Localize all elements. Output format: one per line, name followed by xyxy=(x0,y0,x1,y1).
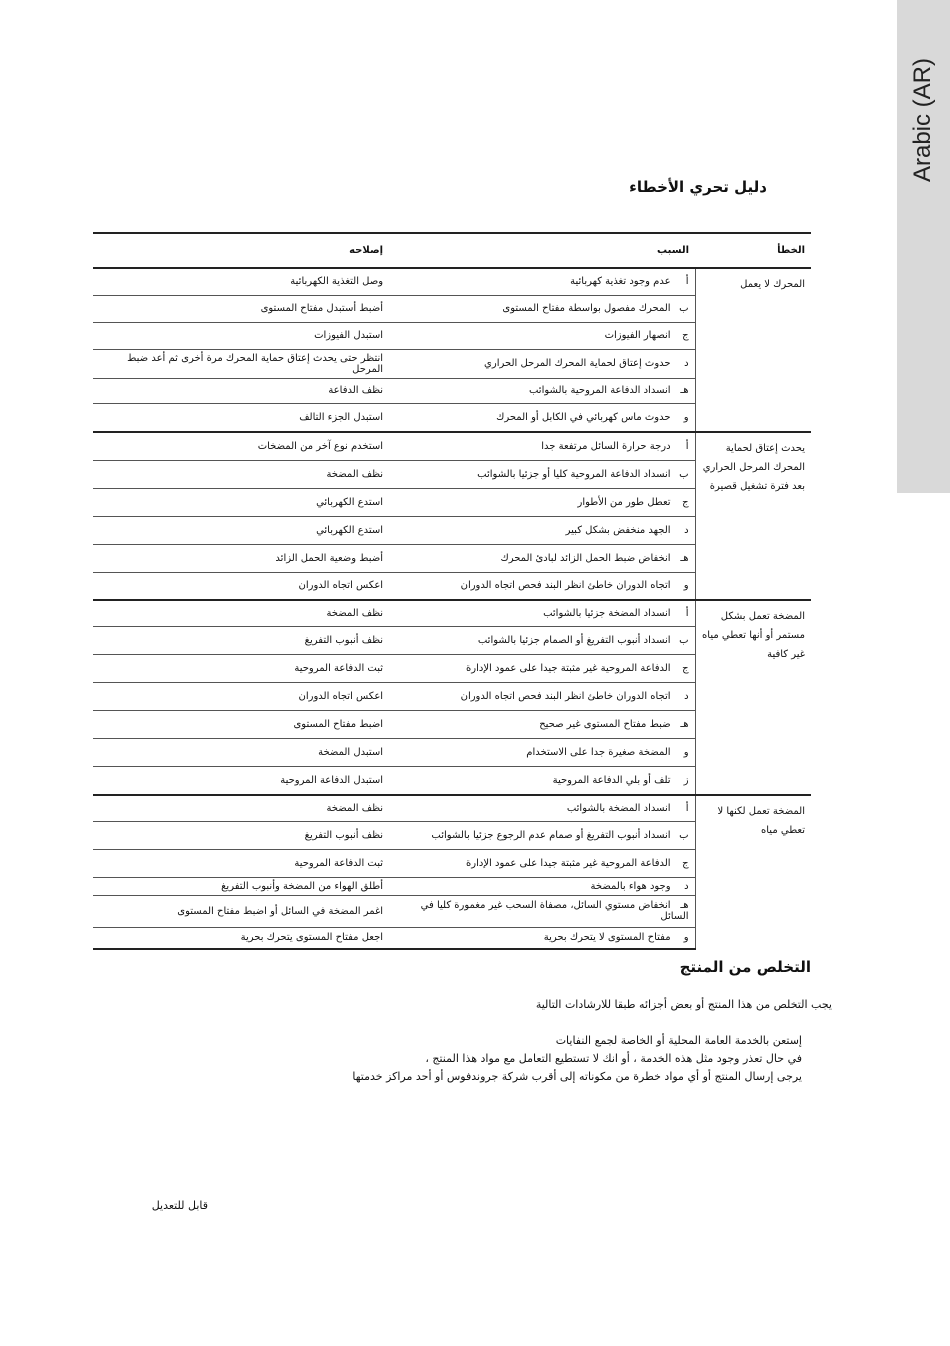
remedy-cell: استخدم نوع آخر من المضخات xyxy=(93,432,389,460)
remedy-cell: اعكس اتجاه الدوران xyxy=(93,682,389,710)
cause-text: انسداد المضخة بالشوائب xyxy=(566,802,671,814)
cause-letter: د xyxy=(684,524,689,536)
disposal-line: في حال تعذر وجود مثل هذه الخدمة ، أو انك لا تستطيع التعامل مع مواد هذا المنتج ، xyxy=(425,1052,802,1065)
cause-text: انخفاض ضبط الحمل الزائد لبادئ المحرك xyxy=(500,552,671,564)
cause-cell xyxy=(389,710,695,738)
cause-cell xyxy=(389,895,695,927)
cause-cell xyxy=(389,516,695,544)
disposal-line: إستعن بالخدمة العامة المحلية أو الخاصة لجمع النفايات xyxy=(555,1034,802,1047)
cause-text: الدفاعة المروحية غير مثبتة جيدا على عمود الإدارة xyxy=(466,662,671,674)
remedy-cell: اضبط مفتاح المستوى xyxy=(93,710,389,738)
remedy-cell: استدع الكهربائي xyxy=(93,516,389,544)
cause-text: درجة حرارة السائل مرتفعة جدا xyxy=(541,440,671,452)
cause-text: مفتاح المستوى لا يتحرك بحرية xyxy=(543,932,671,944)
cause-letter: ج xyxy=(682,330,689,341)
cause-cell xyxy=(389,849,695,877)
cause-cell xyxy=(389,572,695,600)
cause-cell xyxy=(389,378,695,403)
cause-letter: ز xyxy=(683,774,689,786)
cause-text: انسداد المضخة جزئيا بالشوائب xyxy=(543,607,671,619)
header-remedy: إصلاحه xyxy=(93,233,389,268)
table-row xyxy=(93,795,811,821)
cause-text: ضبط مفتاح المستوى غير صحيح xyxy=(539,718,671,730)
remedy-cell: نظف المضخة xyxy=(93,600,389,626)
cause-text: انخفاض مستوي السائل، مصفاة السحب غير مغمورة كليا في السائل xyxy=(420,900,689,922)
cause-letter: هـ xyxy=(680,385,689,396)
remedy-cell: استدع الكهربائي xyxy=(93,488,389,516)
cause-cell xyxy=(389,295,695,322)
remedy-cell: أضبط وضعية الحمل الزائد xyxy=(93,544,389,572)
cause-text: المحرك مفصول بواسطة مفتاح المستوى xyxy=(502,303,671,314)
fault-cell: المحرك لا يعمل xyxy=(695,268,811,432)
cause-letter: د xyxy=(684,880,689,892)
remedy-cell: اجعل مفتاح المستوى يتحرك بحرية xyxy=(93,927,389,949)
disposal-intro: يجب التخلص من هذا المنتج أو بعض أجزائه طبقا للارشادات التالية xyxy=(535,998,832,1011)
remedy-cell: استبدل المضخة xyxy=(93,738,389,766)
cause-letter: و xyxy=(683,411,689,423)
cause-letter: هـ xyxy=(680,718,689,730)
cause-cell xyxy=(389,682,695,710)
cause-letter: ب xyxy=(679,634,689,646)
cause-cell xyxy=(389,600,695,626)
remedy-cell: ثبت الدفاعة المروحية xyxy=(93,654,389,682)
cause-letter: ج xyxy=(682,662,689,674)
table-body xyxy=(93,268,811,949)
cause-text: حدوث ماس كهربائي في الكابل أو المحرك xyxy=(496,411,671,423)
cause-letter: ب xyxy=(679,468,689,480)
fault-cell: المضخة تعمل بشكل مستمر أو أنها تعطي مياه غير كافية xyxy=(695,600,811,795)
cause-letter: هـ xyxy=(680,552,689,564)
cause-cell xyxy=(389,766,695,795)
remedy-cell: نظف المضخة xyxy=(93,460,389,488)
cause-letter: ب xyxy=(679,829,689,841)
cause-text: اتجاه الدوران خاطئ انظر البند فحص اتجاه الدوران xyxy=(460,580,671,592)
table-row xyxy=(93,432,811,460)
cause-text: وجود هواء بالمضخة xyxy=(590,880,671,892)
cause-letter: و xyxy=(683,580,689,592)
troubleshooting-table xyxy=(93,232,811,950)
footer-note: قابل للتعديل xyxy=(151,1199,208,1212)
table-row xyxy=(93,268,811,295)
remedy-cell: أضبط أستبدل مفتاح المستوى xyxy=(93,295,389,322)
cause-letter: أ xyxy=(685,607,689,619)
cause-text: الدفاعة المروحية غير مثبتة جيدا على عمود الإدارة xyxy=(466,857,671,869)
cause-letter: د xyxy=(684,358,689,369)
cause-letter: أ xyxy=(685,802,689,814)
cause-text: انسداد أنبوب التفريغ أو صمام عدم الرجوع جزئيا بالشوائب xyxy=(431,829,671,841)
cause-cell xyxy=(389,460,695,488)
cause-text: الجهد منخفض بشكل كبير xyxy=(565,524,671,536)
remedy-cell: استبدل الجزء التالف xyxy=(299,411,384,423)
remedy-cell: نظف الدفاعة xyxy=(93,378,389,403)
remedy-cell: نظف المضخة xyxy=(93,795,389,821)
table-row xyxy=(93,600,811,626)
cause-text: اتجاه الدوران خاطئ انظر البند فحص اتجاه الدوران xyxy=(460,690,671,702)
troubleshooting-title: دليل تحري الأخطاء xyxy=(629,178,767,196)
cause-text: حدوث إعتاق لحماية المحرك المرحل الحراري xyxy=(484,358,671,369)
table-header-row xyxy=(93,233,811,268)
cause-cell xyxy=(389,738,695,766)
cause-cell xyxy=(389,821,695,849)
cause-cell xyxy=(389,268,695,295)
remedy-cell: انتظر حتى يحدث إعتاق حماية المحرك مرة أخرى ثم أعد ضبط المرحل xyxy=(93,349,389,378)
cause-text: المضخة صغيرة جدا على الاستخدام xyxy=(526,746,671,758)
cause-text: انسداد الدفاعة المروحية كليا أو جزئيا بالشوائب xyxy=(477,468,671,480)
language-tab-label: Arabic (AR) xyxy=(909,57,936,183)
remedy-cell: استبدل الدفاعة المروحية xyxy=(280,774,384,786)
remedy-cell: نظف أنبوب التفريغ xyxy=(93,626,389,654)
remedy-cell: نظف أنبوب التفريغ xyxy=(93,821,389,849)
cause-letter: د xyxy=(684,690,689,702)
cause-text: انسداد الدفاعة المروحية بالشوائب xyxy=(528,385,671,396)
remedy-cell: اعكس اتجاه الدوران xyxy=(298,580,384,592)
remedy-cell: وصل التغذية الكهربائية xyxy=(93,268,389,295)
header-fault: الخطأ xyxy=(695,233,811,268)
cause-letter: أ xyxy=(685,276,689,288)
cause-text: تلف أو بلي الدفاعة المروحية xyxy=(552,774,671,786)
cause-cell xyxy=(389,349,695,378)
cause-text: انسداد أنبوب التفريغ أو الصمام جزئيا بالشوائب xyxy=(477,634,671,646)
remedy-cell: أطلق الهواء من المضخة وأنبوب التفريغ xyxy=(93,877,389,895)
cause-text: تعطل طور من الأطوار xyxy=(577,496,671,508)
cause-cell xyxy=(389,432,695,460)
cause-letter: ج xyxy=(682,496,689,508)
cause-letter: ب xyxy=(679,303,689,314)
cause-cell xyxy=(389,488,695,516)
fault-cell: المضخة تعمل لكنها لا تعطي مياه xyxy=(695,795,811,949)
cause-cell xyxy=(389,544,695,572)
remedy-cell: ثبت الدفاعة المروحية xyxy=(93,849,389,877)
remedy-cell: اغمر المضخة في السائل أو اضبط مفتاح المستوى xyxy=(93,895,389,927)
cause-cell xyxy=(389,654,695,682)
cause-cell xyxy=(389,877,695,895)
fault-cell: يحدث إعتاق لحماية المحرك المرحل الحراري بعد فترة تشغيل قصيرة xyxy=(695,432,811,600)
header-cause: السبب xyxy=(389,233,695,268)
cause-cell xyxy=(389,403,695,432)
cause-letter: ج xyxy=(682,857,689,869)
disposal-title: التخلص من المنتج xyxy=(679,958,811,976)
cause-cell xyxy=(389,626,695,654)
remedy-cell: استبدل الفيوزات xyxy=(93,322,389,349)
cause-text: انصهار الفيوزات xyxy=(604,330,671,341)
cause-text: عدم وجود تغذية كهربائية xyxy=(570,276,671,288)
cause-letter: هـ xyxy=(680,900,689,911)
cause-cell xyxy=(389,322,695,349)
cause-cell xyxy=(389,795,695,821)
cause-letter: أ xyxy=(685,440,689,452)
disposal-line: يرجى إرسال المنتج أو أي مواد خطرة من مكوناته إلى أقرب شركة جروندفوس أو أحد مراكز خدمتها xyxy=(352,1070,802,1083)
cause-letter: و xyxy=(683,746,689,758)
cause-letter: و xyxy=(683,932,689,944)
cause-cell xyxy=(389,927,695,949)
